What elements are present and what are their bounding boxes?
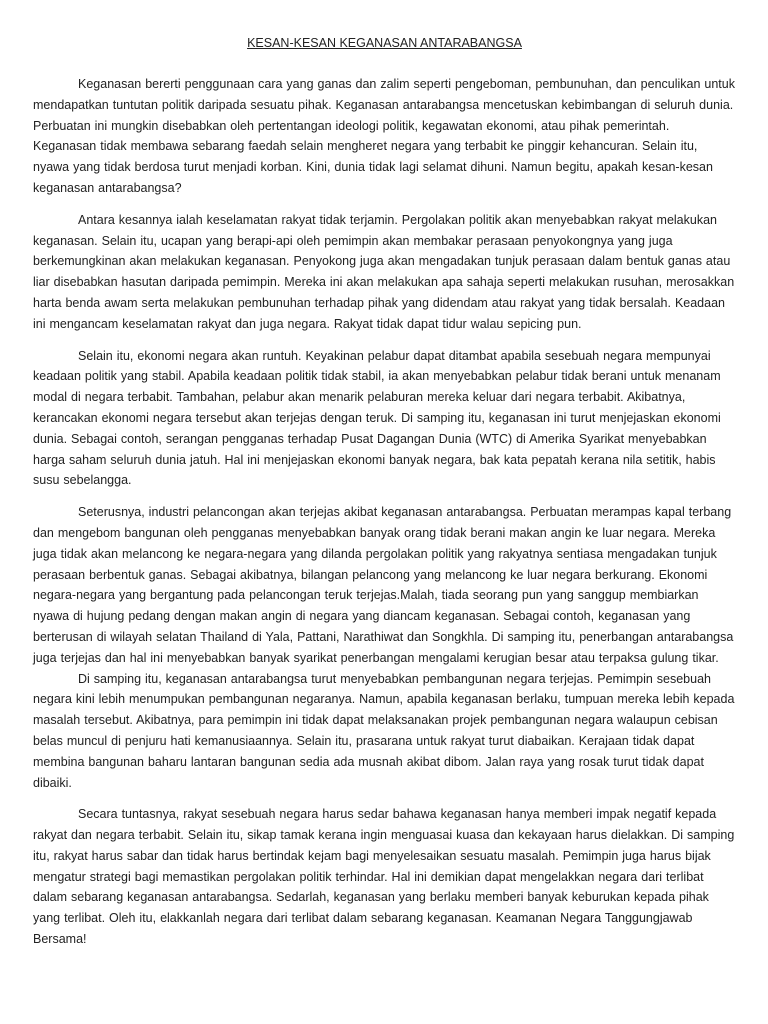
paragraph-introduction: Keganasan bererti penggunaan cara yang ganas dan zalim seperti pengeboman, pembunuhan, dan penculikan untuk mendapatkan tuntutan politik daripada sesuatu pihak. Keganasan antarabangsa mencetuskan kebimbangan di seluruh dunia. Perbuatan ini mungkin disebabkan oleh pertentangan ideologi politik, kegawatan ekonomi, atau pihak pemerintah. Keganasan tidak membawa sebarang faedah selain mengheret negara yang terbabit ke pinggir kehancuran. Selain itu, nyawa yang tidak berdosa turut menjadi korban. Kini, dunia tidak lagi selamat dihuni. Namun begitu, apakah kesan-kesan keganasan antarabangsa? (33, 77, 735, 195)
paragraph-tourism: Seterusnya, industri pelancongan akan terjejas akibat keganasan antarabangsa. Perbuatan merampas kapal terbang dan mengebom bangunan oleh pengganas menyebabkan banyak orang tidak berani makan angin ke luar negara. Mereka juga tidak akan melancong ke negara-negara yang dilanda pergolakan politik yang rakyatnya sentiasa mengadakan tunjuk perasaan berbentuk ganas. Sebagai akibatnya, bilangan pelancong yang melancong ke luar negara berkurang. Ekonomi negara-negara yang bergantung pada pelancongan teruk terjejas.Malah, tiada seorang pun yang sanggup membiarkan nyawa di hujung pedang dengan makan angin di negara yang diancam keganasan. Sebagai contoh, keganasan yang berterusan di wilayah selatan Thailand di Yala, Pattani, Narathiwat dan Songkhla. Di samping itu, penerbangan antarabangsa juga terjejas dan hal ini menyebabkan banyak syarikat penerbangan mengalami kerugian besar atau terpaksa gulung tikar. (33, 505, 734, 665)
paragraph-conclusion: Secara tuntasnya, rakyat sesebuah negara harus sedar bahawa keganasan hanya memberi impak negatif kepada rakyat dan negara terbabit. Selain itu, sikap tamak kerana ingin menguasai kuasa dan kekayaan harus dielakkan. Di samping itu, rakyat harus sabar dan tidak harus bertindak kejam bagi menyelesaikan sesuatu masalah. Pemimpin juga harus bijak mengatur strategi bagi memastikan pergolakan politik terhindar. Hal ini demikian dapat mengelakkan negara dari terlibat dalam sebarang keganasan antarabangsa. Sedarlah, keganasan yang berlaku memberi banyak keburukan kepada pihak yang terlibat. Oleh itu, elakkanlah negara dari terlibat dalam sebarang keganasan. Keamanan Negara Tanggungjawab Bersama! (33, 807, 735, 947)
paragraph-security: Antara kesannya ialah keselamatan rakyat tidak terjamin. Pergolakan politik akan menyebabkan rakyat melakukan keganasan. Selain itu, ucapan yang berapi-api oleh pemimpin akan membakar perasaan penyokongnya yang juga berkemungkinan akan melakukan keganasan. Penyokong juga akan mengadakan tunjuk perasaan dalam bentuk ganas atau liar disebabkan hasutan daripada pemimpin. Mereka ini akan melakukan apa sahaja seperti melakukan rusuhan, merosakkan harta benda awam serta melakukan pembunuhan terhadap pihak yang didendam atau rakyat yang tidak bersalah. Keadaan ini mengancam keselamatan rakyat dan juga negara. Rakyat tidak dapat tidur walau sepicing pun. (33, 212, 735, 331)
document-title: KESAN-KESAN KEGANASAN ANTARABANGSA (247, 36, 522, 50)
paragraph-economy: Selain itu, ekonomi negara akan runtuh. Keyakinan pelabur dapat ditambat apabila sesebuah negara mempunyai keadaan politik yang stabil. Apabila keadaan politik tidak stabil, ia akan menyebabkan pelabur tidak berani untuk menanam modal di negara terbabit. Tambahan, pelabur akan menarik pelaburan mereka keluar dari negara terbabit. Akibatnya, kerancakan ekonomi negara tersebut akan terjejas dengan teruk. Di samping itu, keganasan ini turut menjejaskan ekonomi dunia. Sebagai contoh, serangan pengganas terhadap Pusat Dagangan Dunia (WTC) di Amerika Syarikat menyebabkan harga saham seluruh dunia jatuh. Hal ini menjejaskan ekonomi banyak negara, bak kata pepatah kerana nila setitik, habis susu sebelangga. (33, 348, 721, 488)
paragraph-development: Di samping itu, keganasan antarabangsa turut menyebabkan pembangunan negara terjejas. Pemimpin sesebuah negara kini lebih menumpukan pembangunan negaranya. Namun, apabila keganasan berlaku, tumpuan mereka lebih kepada masalah tersebut. Akibatnya, para pemimpin ini tidak dapat melaksanakan projek pembangunan negara walaupun cebisan belas muncul di penjuru hati kemanusiaannya. Selain itu, prasarana untuk rakyat turut diabaikan. Kerajaan tidak dapat membina bangunan baharu lantaran bangunan sedia ada musnah akibat dibom. Jalan raya yang rosak turut tidak dapat dibaiki. (33, 671, 735, 790)
